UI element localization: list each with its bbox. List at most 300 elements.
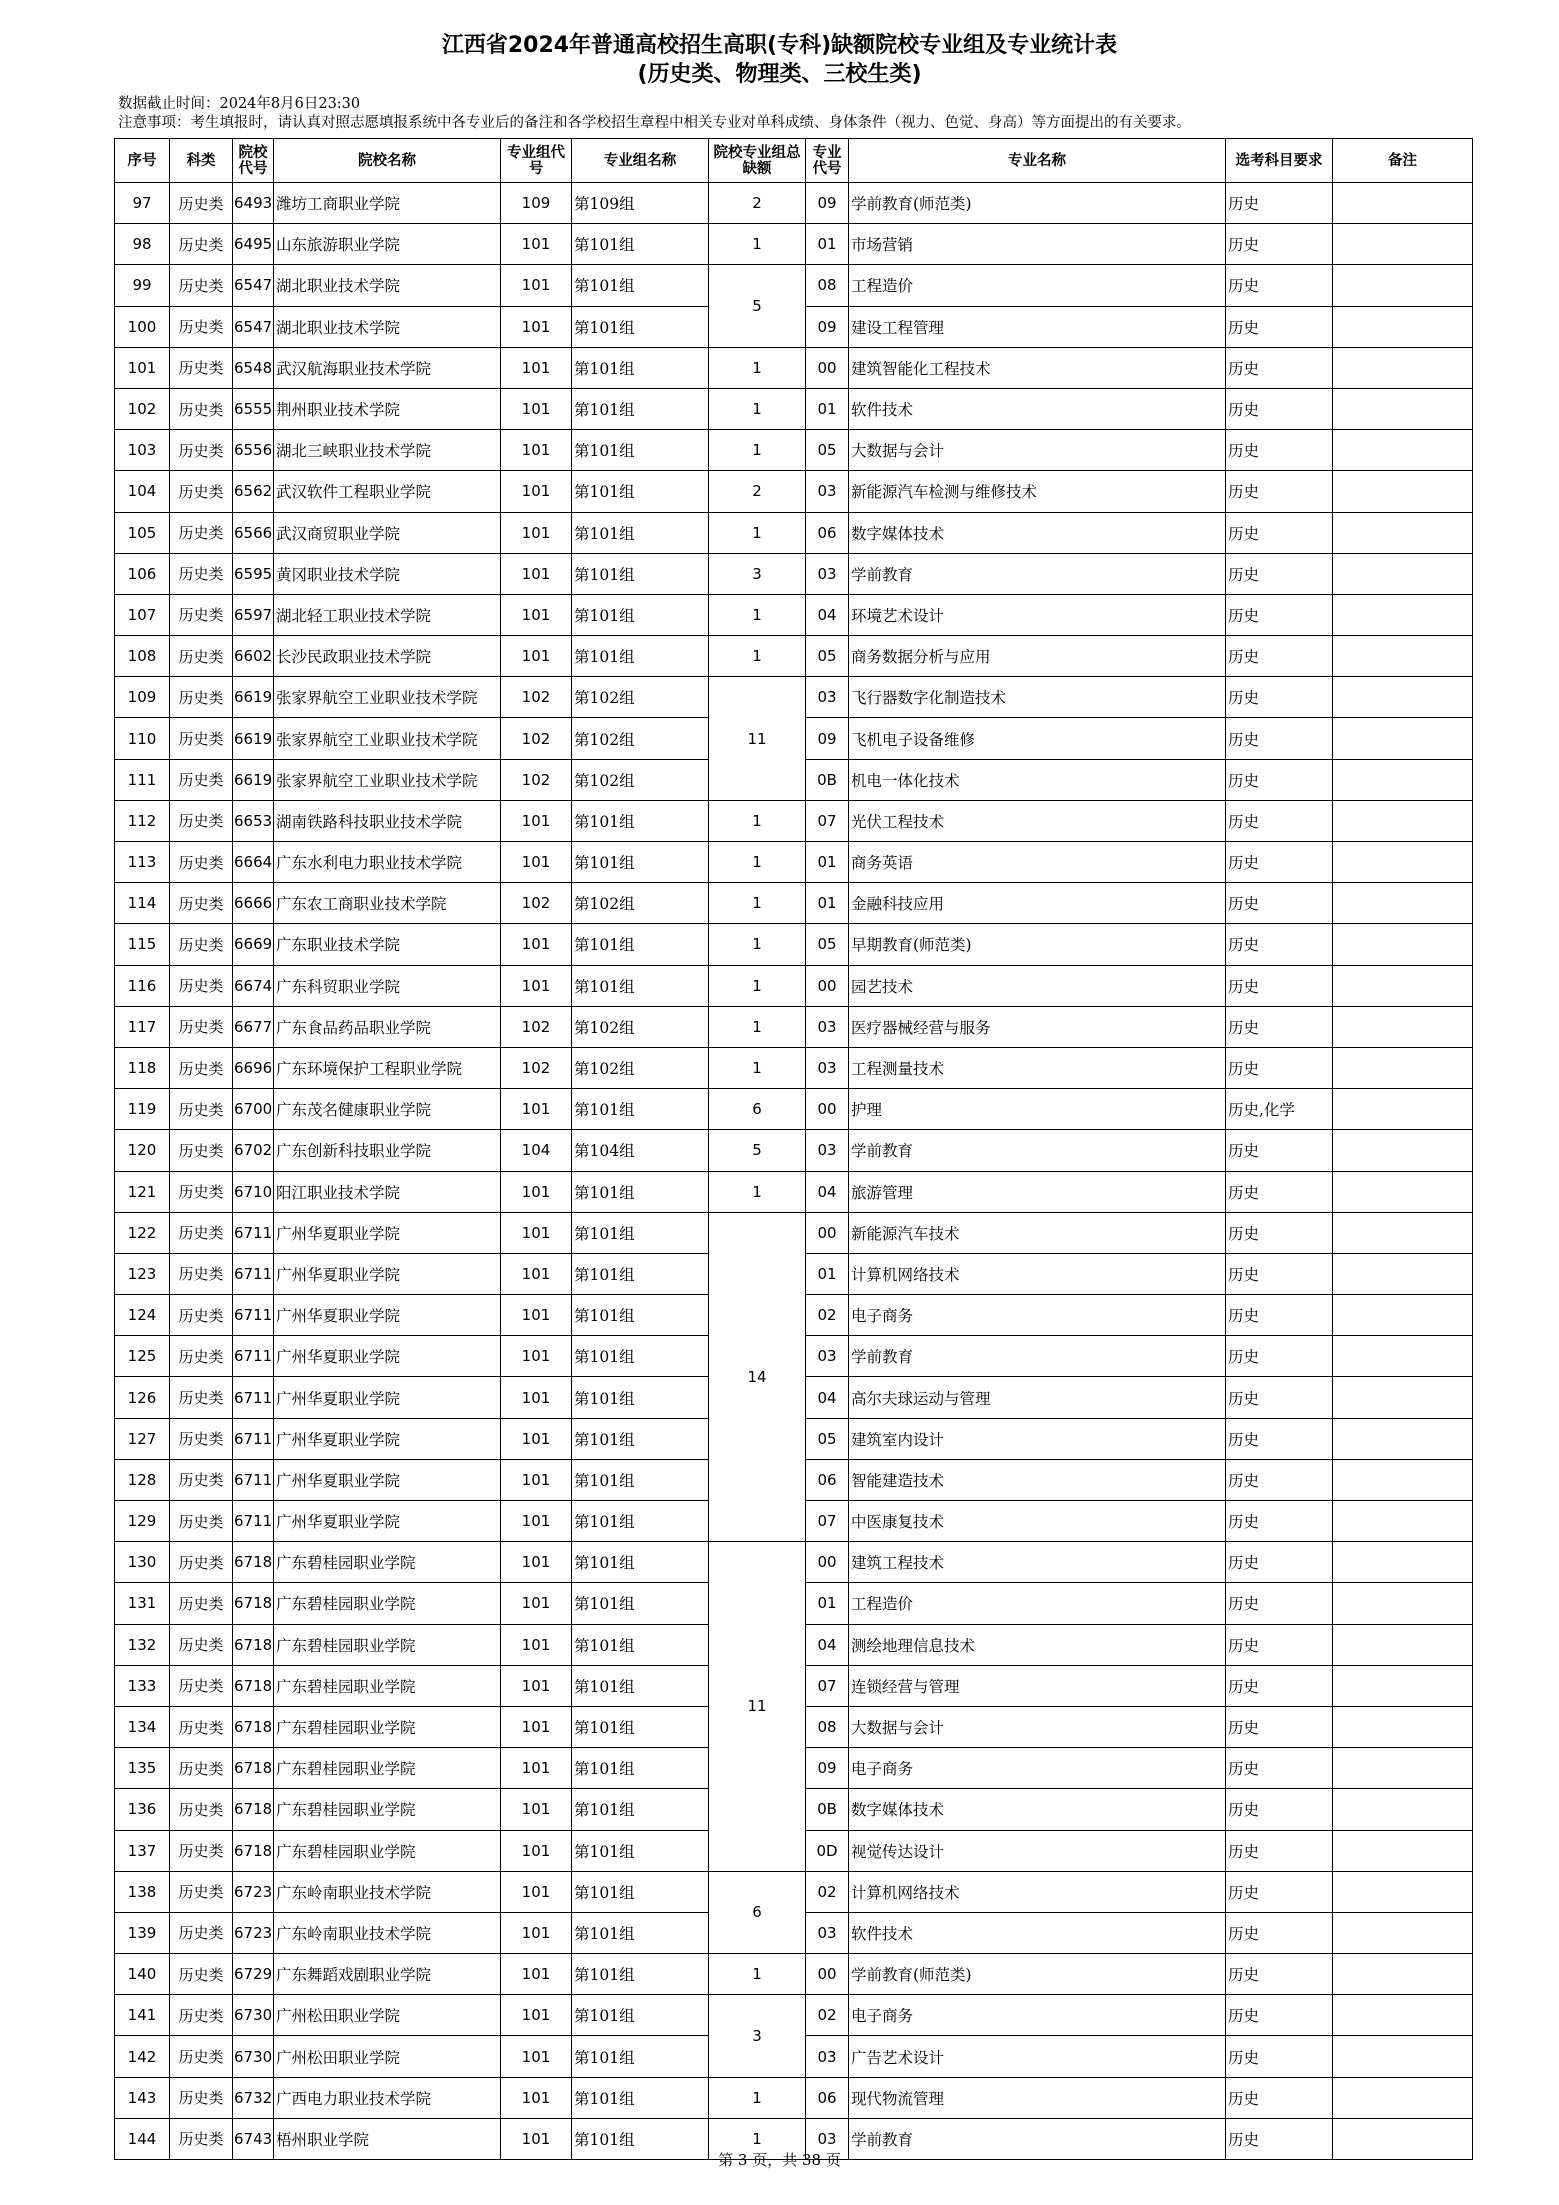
row-number: 122 — [115, 1212, 170, 1253]
table-row — [115, 183, 1473, 224]
row-major-name: 大数据与会计 — [849, 1706, 1226, 1747]
row-group-name: 第101组 — [572, 1089, 709, 1130]
row-group-name: 第101组 — [572, 1789, 709, 1830]
row-major-code: 0D — [806, 1830, 849, 1871]
row-group-quota: 6 — [709, 1089, 806, 1130]
row-major-code: 03 — [806, 1130, 849, 1171]
row-group-code: 102 — [501, 1006, 572, 1047]
table-row — [115, 2077, 1473, 2118]
row-major-code: 09 — [806, 718, 849, 759]
row-school-name: 梧州职业学院 — [274, 2118, 501, 2159]
row-group-code: 101 — [501, 553, 572, 594]
row-remark — [1333, 388, 1473, 429]
row-number: 102 — [115, 388, 170, 429]
row-school-name: 广州华夏职业学院 — [274, 1377, 501, 1418]
row-group-code: 101 — [501, 594, 572, 635]
row-major-code: 06 — [806, 512, 849, 553]
row-school-code: 6677 — [233, 1006, 274, 1047]
row-major-code: 05 — [806, 1418, 849, 1459]
row-group-quota: 1 — [709, 1171, 806, 1212]
row-subject-req: 历史 — [1226, 965, 1333, 1006]
row-group-name: 第101组 — [572, 1418, 709, 1459]
row-subject-req: 历史 — [1226, 1377, 1333, 1418]
row-group-name: 第101组 — [572, 2118, 709, 2159]
row-school-code: 6696 — [233, 1047, 274, 1088]
row-remark — [1333, 471, 1473, 512]
row-school-name: 广州华夏职业学院 — [274, 1295, 501, 1336]
table-row — [115, 1171, 1473, 1212]
row-school-name: 广东碧桂园职业学院 — [274, 1542, 501, 1583]
row-school-code: 6711 — [233, 1295, 274, 1336]
row-major-code: 03 — [806, 553, 849, 594]
table-row — [115, 224, 1473, 265]
row-number: 133 — [115, 1665, 170, 1706]
data-deadline: 数据截止时间：2024年8月6日23:30 — [118, 96, 361, 112]
table-row — [115, 512, 1473, 553]
row-subject-req: 历史 — [1226, 1583, 1333, 1624]
row-school-name: 湖北三峡职业技术学院 — [274, 430, 501, 471]
row-group-code: 101 — [501, 1871, 572, 1912]
row-remark — [1333, 1542, 1473, 1583]
row-remark — [1333, 1789, 1473, 1830]
row-group-name: 第101组 — [572, 1253, 709, 1294]
row-remark — [1333, 636, 1473, 677]
row-remark — [1333, 1171, 1473, 1212]
row-remark — [1333, 1665, 1473, 1706]
table-row — [115, 1542, 1473, 1583]
row-category: 历史类 — [170, 1912, 233, 1953]
row-school-code: 6718 — [233, 1583, 274, 1624]
row-major-code: 00 — [806, 965, 849, 1006]
table-row — [115, 800, 1473, 841]
row-remark — [1333, 1954, 1473, 1995]
row-group-name: 第101组 — [572, 2077, 709, 2118]
row-number: 125 — [115, 1336, 170, 1377]
row-category: 历史类 — [170, 430, 233, 471]
row-group-name: 第101组 — [572, 924, 709, 965]
row-subject-req: 历史 — [1226, 1995, 1333, 2036]
row-number: 117 — [115, 1006, 170, 1047]
row-major-name: 商务英语 — [849, 842, 1226, 883]
row-major-name: 计算机网络技术 — [849, 1253, 1226, 1294]
row-number: 118 — [115, 1047, 170, 1088]
row-remark — [1333, 347, 1473, 388]
row-group-name: 第101组 — [572, 1336, 709, 1377]
table-row — [115, 265, 1473, 306]
row-group-code: 101 — [501, 1295, 572, 1336]
row-category: 历史类 — [170, 1995, 233, 2036]
row-school-code: 6562 — [233, 471, 274, 512]
row-major-code: 0B — [806, 759, 849, 800]
row-major-name: 学前教育 — [849, 553, 1226, 594]
row-school-code: 6566 — [233, 512, 274, 553]
header-school-code: 院校代号 — [233, 139, 274, 183]
row-subject-req: 历史 — [1226, 347, 1333, 388]
row-subject-req: 历史 — [1226, 1789, 1333, 1830]
row-remark — [1333, 594, 1473, 635]
row-group-name: 第101组 — [572, 1583, 709, 1624]
header-major-name: 专业名称 — [849, 139, 1226, 183]
row-subject-req: 历史 — [1226, 636, 1333, 677]
row-group-code: 101 — [501, 1171, 572, 1212]
row-category: 历史类 — [170, 1418, 233, 1459]
row-major-name: 建筑智能化工程技术 — [849, 347, 1226, 388]
row-category: 历史类 — [170, 1047, 233, 1088]
row-group-quota: 1 — [709, 512, 806, 553]
row-number: 106 — [115, 553, 170, 594]
row-group-name: 第101组 — [572, 1501, 709, 1542]
row-group-code: 101 — [501, 2118, 572, 2159]
row-category: 历史类 — [170, 1748, 233, 1789]
row-category: 历史类 — [170, 718, 233, 759]
row-subject-req: 历史 — [1226, 759, 1333, 800]
row-group-name: 第101组 — [572, 1912, 709, 1953]
row-group-name: 第101组 — [572, 388, 709, 429]
row-group-name: 第101组 — [572, 306, 709, 347]
row-major-name: 数字媒体技术 — [849, 512, 1226, 553]
row-major-code: 05 — [806, 430, 849, 471]
row-remark — [1333, 1871, 1473, 1912]
table-row — [115, 471, 1473, 512]
row-group-code: 101 — [501, 1789, 572, 1830]
row-remark — [1333, 1336, 1473, 1377]
row-group-code: 101 — [501, 800, 572, 841]
row-school-name: 湖北职业技术学院 — [274, 265, 501, 306]
row-group-code: 109 — [501, 183, 572, 224]
row-major-code: 04 — [806, 594, 849, 635]
row-major-name: 测绘地理信息技术 — [849, 1624, 1226, 1665]
row-number: 138 — [115, 1871, 170, 1912]
row-remark — [1333, 553, 1473, 594]
row-school-name: 武汉软件工程职业学院 — [274, 471, 501, 512]
table-row — [115, 636, 1473, 677]
row-category: 历史类 — [170, 1377, 233, 1418]
row-group-quota: 5 — [709, 1130, 806, 1171]
row-group-name: 第101组 — [572, 1171, 709, 1212]
row-subject-req: 历史 — [1226, 1212, 1333, 1253]
row-group-name: 第101组 — [572, 1624, 709, 1665]
row-major-name: 工程测量技术 — [849, 1047, 1226, 1088]
row-major-name: 软件技术 — [849, 1912, 1226, 1953]
row-group-code: 101 — [501, 512, 572, 553]
row-number: 126 — [115, 1377, 170, 1418]
row-school-code: 6711 — [233, 1336, 274, 1377]
row-major-code: 01 — [806, 842, 849, 883]
row-major-name: 商务数据分析与应用 — [849, 636, 1226, 677]
row-group-code: 101 — [501, 1542, 572, 1583]
row-school-name: 武汉商贸职业学院 — [274, 512, 501, 553]
row-remark — [1333, 512, 1473, 553]
row-major-code: 03 — [806, 1047, 849, 1088]
row-school-name: 广东科贸职业学院 — [274, 965, 501, 1006]
row-subject-req: 历史 — [1226, 224, 1333, 265]
row-school-code: 6711 — [233, 1418, 274, 1459]
row-category: 历史类 — [170, 1542, 233, 1583]
row-subject-req: 历史 — [1226, 1459, 1333, 1500]
row-category: 历史类 — [170, 842, 233, 883]
row-subject-req: 历史 — [1226, 265, 1333, 306]
row-category: 历史类 — [170, 553, 233, 594]
row-category: 历史类 — [170, 347, 233, 388]
row-remark — [1333, 759, 1473, 800]
row-school-name: 山东旅游职业学院 — [274, 224, 501, 265]
row-category: 历史类 — [170, 512, 233, 553]
row-group-quota: 1 — [709, 1006, 806, 1047]
row-group-quota: 1 — [709, 388, 806, 429]
row-school-code: 6718 — [233, 1706, 274, 1747]
row-group-code: 101 — [501, 471, 572, 512]
row-category: 历史类 — [170, 636, 233, 677]
row-school-code: 6547 — [233, 265, 274, 306]
row-group-name: 第101组 — [572, 1830, 709, 1871]
row-school-name: 广州松田职业学院 — [274, 2036, 501, 2077]
row-school-name: 张家界航空工业职业技术学院 — [274, 759, 501, 800]
row-group-quota: 1 — [709, 347, 806, 388]
row-category: 历史类 — [170, 2077, 233, 2118]
row-group-code: 101 — [501, 1501, 572, 1542]
row-remark — [1333, 1459, 1473, 1500]
row-number: 141 — [115, 1995, 170, 2036]
row-category: 历史类 — [170, 1706, 233, 1747]
row-school-code: 6732 — [233, 2077, 274, 2118]
header-remark: 备注 — [1333, 139, 1473, 183]
row-major-name: 电子商务 — [849, 1295, 1226, 1336]
row-category: 历史类 — [170, 471, 233, 512]
row-category: 历史类 — [170, 1130, 233, 1171]
table-row — [115, 1212, 1473, 1253]
row-number: 128 — [115, 1459, 170, 1500]
row-major-name: 视觉传达设计 — [849, 1830, 1226, 1871]
header-group-code: 专业组代号 — [501, 139, 572, 183]
row-major-code: 09 — [806, 1748, 849, 1789]
row-major-name: 光伏工程技术 — [849, 800, 1226, 841]
row-group-name: 第101组 — [572, 471, 709, 512]
row-group-quota: 1 — [709, 842, 806, 883]
row-number: 135 — [115, 1748, 170, 1789]
row-group-name: 第101组 — [572, 1542, 709, 1583]
row-major-name: 学前教育 — [849, 1336, 1226, 1377]
row-group-name: 第102组 — [572, 1006, 709, 1047]
row-category: 历史类 — [170, 883, 233, 924]
row-remark — [1333, 1006, 1473, 1047]
row-school-code: 6729 — [233, 1954, 274, 1995]
row-number: 99 — [115, 265, 170, 306]
row-major-code: 00 — [806, 1212, 849, 1253]
row-school-code: 6495 — [233, 224, 274, 265]
row-group-name: 第101组 — [572, 965, 709, 1006]
row-major-name: 医疗器械经营与服务 — [849, 1006, 1226, 1047]
row-category: 历史类 — [170, 388, 233, 429]
row-number: 119 — [115, 1089, 170, 1130]
row-school-name: 湖北职业技术学院 — [274, 306, 501, 347]
row-major-name: 新能源汽车检测与维修技术 — [849, 471, 1226, 512]
row-number: 137 — [115, 1830, 170, 1871]
row-group-code: 101 — [501, 388, 572, 429]
row-school-name: 张家界航空工业职业技术学院 — [274, 677, 501, 718]
row-group-name: 第101组 — [572, 553, 709, 594]
header-school-name: 院校名称 — [274, 139, 501, 183]
row-category: 历史类 — [170, 1212, 233, 1253]
row-remark — [1333, 1583, 1473, 1624]
row-group-quota: 1 — [709, 965, 806, 1006]
row-number: 140 — [115, 1954, 170, 1995]
row-school-name: 武汉航海职业技术学院 — [274, 347, 501, 388]
row-category: 历史类 — [170, 224, 233, 265]
row-group-code: 101 — [501, 1665, 572, 1706]
row-remark — [1333, 183, 1473, 224]
row-school-name: 广州华夏职业学院 — [274, 1212, 501, 1253]
row-group-name: 第102组 — [572, 759, 709, 800]
row-school-name: 广东创新科技职业学院 — [274, 1130, 501, 1171]
table-row — [115, 677, 1473, 718]
row-school-code: 6711 — [233, 1501, 274, 1542]
row-school-name: 广州华夏职业学院 — [274, 1501, 501, 1542]
row-subject-req: 历史 — [1226, 1954, 1333, 1995]
row-remark — [1333, 1501, 1473, 1542]
row-major-name: 电子商务 — [849, 1995, 1226, 2036]
row-category: 历史类 — [170, 924, 233, 965]
row-school-name: 黄冈职业技术学院 — [274, 553, 501, 594]
page-title: 江西省2024年普通高校招生高职(专科)缺额院校专业组及专业统计表 — [441, 33, 1118, 58]
row-group-name: 第101组 — [572, 800, 709, 841]
row-number: 97 — [115, 183, 170, 224]
row-group-quota: 1 — [709, 1047, 806, 1088]
row-subject-req: 历史 — [1226, 1006, 1333, 1047]
row-group-code: 104 — [501, 1130, 572, 1171]
row-number: 108 — [115, 636, 170, 677]
page-subtitle: (历史类、物理类、三校生类) — [637, 62, 922, 87]
row-category: 历史类 — [170, 759, 233, 800]
row-remark — [1333, 842, 1473, 883]
row-category: 历史类 — [170, 965, 233, 1006]
row-group-code: 101 — [501, 1954, 572, 1995]
row-subject-req: 历史 — [1226, 842, 1333, 883]
row-remark — [1333, 677, 1473, 718]
row-group-name: 第104组 — [572, 1130, 709, 1171]
header-subject-req: 选考科目要求 — [1226, 139, 1333, 183]
row-category: 历史类 — [170, 677, 233, 718]
row-number: 107 — [115, 594, 170, 635]
header-no: 序号 — [115, 139, 170, 183]
row-group-code: 101 — [501, 1377, 572, 1418]
row-group-quota: 1 — [709, 2077, 806, 2118]
row-number: 111 — [115, 759, 170, 800]
row-school-code: 6669 — [233, 924, 274, 965]
row-school-name: 广东碧桂园职业学院 — [274, 1789, 501, 1830]
row-major-code: 02 — [806, 1995, 849, 2036]
row-category: 历史类 — [170, 1006, 233, 1047]
row-major-code: 09 — [806, 183, 849, 224]
row-school-code: 6718 — [233, 1748, 274, 1789]
row-number: 136 — [115, 1789, 170, 1830]
row-major-code: 04 — [806, 1171, 849, 1212]
row-group-name: 第101组 — [572, 2036, 709, 2077]
row-group-quota: 1 — [709, 224, 806, 265]
row-major-code: 03 — [806, 1006, 849, 1047]
row-subject-req: 历史 — [1226, 800, 1333, 841]
row-group-code: 101 — [501, 924, 572, 965]
row-group-name: 第101组 — [572, 347, 709, 388]
row-subject-req: 历史 — [1226, 1624, 1333, 1665]
row-group-code: 102 — [501, 718, 572, 759]
row-subject-req: 历史 — [1226, 594, 1333, 635]
row-school-code: 6723 — [233, 1912, 274, 1953]
row-category: 历史类 — [170, 1171, 233, 1212]
row-school-name: 广州华夏职业学院 — [274, 1418, 501, 1459]
table-row — [115, 1995, 1473, 2036]
row-subject-req: 历史 — [1226, 2077, 1333, 2118]
row-remark — [1333, 265, 1473, 306]
row-subject-req: 历史 — [1226, 1542, 1333, 1583]
row-major-name: 电子商务 — [849, 1748, 1226, 1789]
row-major-code: 02 — [806, 1295, 849, 1336]
row-subject-req: 历史 — [1226, 1295, 1333, 1336]
row-number: 139 — [115, 1912, 170, 1953]
row-major-name: 学前教育(师范类) — [849, 183, 1226, 224]
row-subject-req: 历史 — [1226, 1047, 1333, 1088]
row-number: 127 — [115, 1418, 170, 1459]
row-major-code: 05 — [806, 924, 849, 965]
row-subject-req: 历史 — [1226, 1418, 1333, 1459]
row-subject-req: 历史 — [1226, 2118, 1333, 2159]
row-number: 101 — [115, 347, 170, 388]
row-subject-req: 历史,化学 — [1226, 1089, 1333, 1130]
row-school-name: 广东职业技术学院 — [274, 924, 501, 965]
row-major-name: 机电一体化技术 — [849, 759, 1226, 800]
row-major-code: 02 — [806, 1871, 849, 1912]
row-school-code: 6718 — [233, 1542, 274, 1583]
row-major-code: 04 — [806, 1377, 849, 1418]
row-group-code: 101 — [501, 265, 572, 306]
row-major-name: 工程造价 — [849, 1583, 1226, 1624]
row-major-name: 学前教育 — [849, 2118, 1226, 2159]
row-group-name: 第109组 — [572, 183, 709, 224]
row-school-name: 广东农工商职业技术学院 — [274, 883, 501, 924]
row-major-code: 01 — [806, 883, 849, 924]
table-row — [115, 553, 1473, 594]
row-category: 历史类 — [170, 2118, 233, 2159]
row-category: 历史类 — [170, 1253, 233, 1294]
row-group-code: 101 — [501, 636, 572, 677]
row-subject-req: 历史 — [1226, 1706, 1333, 1747]
row-remark — [1333, 1418, 1473, 1459]
row-major-code: 07 — [806, 800, 849, 841]
table-row — [115, 1006, 1473, 1047]
row-subject-req: 历史 — [1226, 1830, 1333, 1871]
row-school-name: 广东碧桂园职业学院 — [274, 1624, 501, 1665]
row-school-name: 广东茂名健康职业学院 — [274, 1089, 501, 1130]
row-group-name: 第102组 — [572, 883, 709, 924]
row-category: 历史类 — [170, 1295, 233, 1336]
row-school-code: 6743 — [233, 2118, 274, 2159]
row-group-code: 101 — [501, 2036, 572, 2077]
row-school-name: 广东碧桂园职业学院 — [274, 1583, 501, 1624]
row-group-code: 101 — [501, 1748, 572, 1789]
row-number: 124 — [115, 1295, 170, 1336]
row-group-code: 101 — [501, 1624, 572, 1665]
row-number: 143 — [115, 2077, 170, 2118]
row-subject-req: 历史 — [1226, 553, 1333, 594]
row-group-code: 101 — [501, 306, 572, 347]
row-number: 144 — [115, 2118, 170, 2159]
row-group-name: 第101组 — [572, 1995, 709, 2036]
row-major-name: 飞行器数字化制造技术 — [849, 677, 1226, 718]
row-major-name: 建筑室内设计 — [849, 1418, 1226, 1459]
row-number: 113 — [115, 842, 170, 883]
row-group-name: 第101组 — [572, 1295, 709, 1336]
row-school-name: 广西电力职业技术学院 — [274, 2077, 501, 2118]
row-group-name: 第101组 — [572, 842, 709, 883]
